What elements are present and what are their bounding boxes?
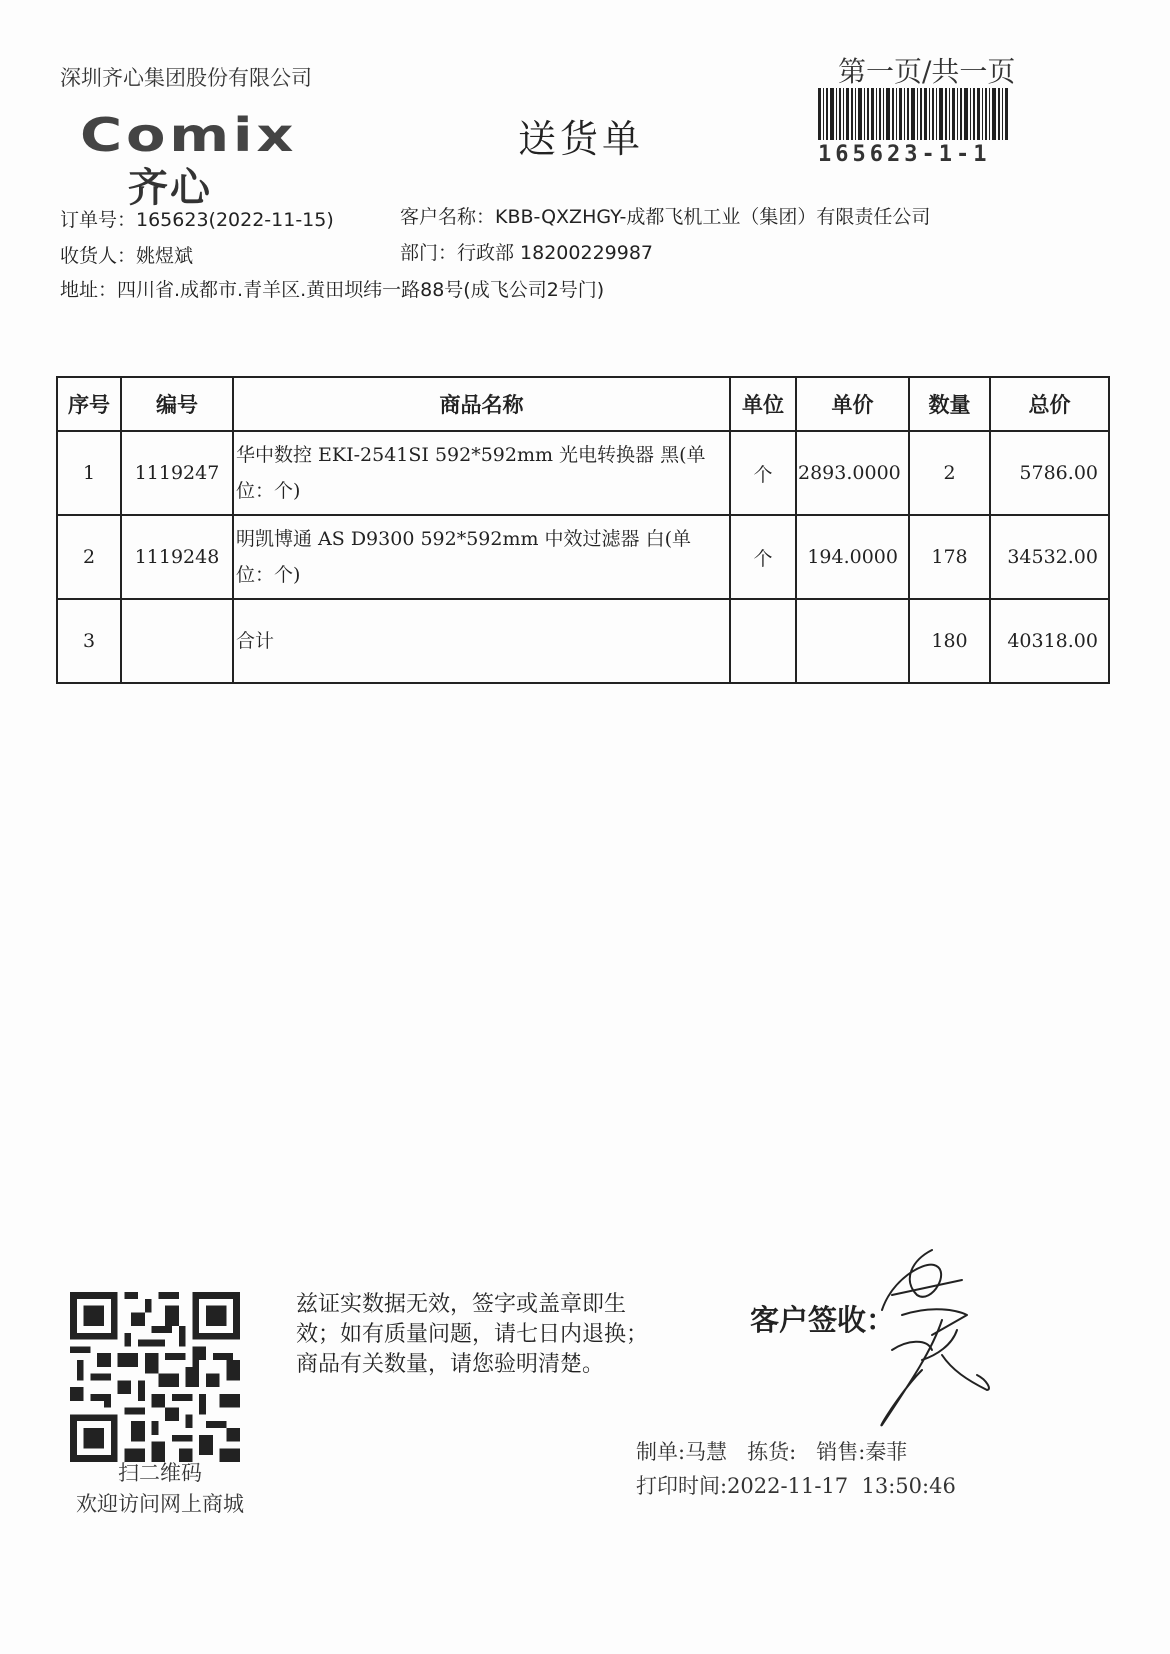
barcode-number: 165623-1-1 [818, 142, 991, 167]
cell-qty: 178 [909, 515, 990, 599]
header-price: 单价 [796, 377, 909, 431]
cell-price: 2893.0000 [796, 431, 909, 515]
print-time: 打印时间:2022-11-17 13:50:46 [636, 1474, 956, 1498]
header-total: 总价 [990, 377, 1109, 431]
cell-name: 明凯博通 AS D9300 592*592mm 中效过滤器 白(单位：个) [233, 515, 730, 599]
page-info: 第一页/共一页 [838, 55, 1016, 88]
cell-name: 华中数控 EKI-2541SI 592*592mm 光电转换器 黑(单位：个) [233, 431, 730, 515]
cell-seq: 2 [57, 515, 121, 599]
customer-name: 客户名称：KBB-QXZHGY-成都飞机工业（集团）有限责任公司 [400, 206, 931, 228]
table-row [57, 515, 1109, 599]
cell-total: 5786.00 [990, 431, 1109, 515]
scan-caption [60, 1458, 260, 1520]
header-name: 商品名称 [233, 377, 730, 431]
header-seq: 序号 [57, 377, 121, 431]
cell-seq: 1 [57, 431, 121, 515]
barcode-image [818, 88, 1010, 140]
cell-name: 合计 [233, 599, 730, 683]
notice-line-2: 效；如有质量问题，请七日内退换； [296, 1322, 649, 1347]
notice-text [296, 1290, 666, 1380]
header-code: 编号 [121, 377, 233, 431]
order-number: 订单号：165623(2022-11-15) [60, 209, 334, 231]
cell-total: 40318.00 [990, 599, 1109, 683]
document-title: 送货单 [518, 117, 645, 161]
cell-qty: 2 [909, 431, 990, 515]
cell-total: 34532.00 [990, 515, 1109, 599]
cell-unit: 个 [730, 515, 796, 599]
notice-line-3: 商品有关数量，请您验明清楚。 [296, 1352, 605, 1377]
table-row [57, 431, 1109, 515]
header-unit: 单位 [730, 377, 796, 431]
company-name: 深圳齐心集团股份有限公司 [60, 66, 312, 90]
receiver: 收货人：姚煜斌 [60, 245, 194, 267]
department: 部门：行政部 18200229987 [400, 242, 654, 264]
goods-table [56, 376, 1110, 684]
address: 地址：四川省.成都市.青羊区.黄田坝纬一路88号(成飞公司2号门) [60, 279, 605, 301]
staff-info: 制单:马慧 拣货: 销售:秦菲 [636, 1440, 908, 1464]
notice-line-1: 兹证实数据无效，签字或盖章即生 [296, 1292, 627, 1317]
customer-sign-label: 客户签收： [750, 1303, 896, 1337]
header-qty: 数量 [909, 377, 990, 431]
logo-text-cn: 齐心 [128, 165, 212, 211]
table-header-row [57, 377, 1109, 431]
logo-text: Comix [80, 108, 298, 162]
table-row-total [57, 599, 1109, 683]
cell-code: 1119247 [121, 431, 233, 515]
cell-code: 1119248 [121, 515, 233, 599]
scan-line-2: 欢迎访问网上商城 [76, 1492, 244, 1516]
qr-code-image [70, 1292, 240, 1462]
cell-seq: 3 [57, 599, 121, 683]
cell-unit [730, 599, 796, 683]
handwritten-signature [872, 1240, 1002, 1430]
cell-code [121, 599, 233, 683]
cell-qty: 180 [909, 599, 990, 683]
cell-price [796, 599, 909, 683]
cell-unit: 个 [730, 431, 796, 515]
scan-line-1: 扫二维码 [118, 1461, 202, 1485]
comix-logo [80, 108, 300, 211]
cell-price: 194.0000 [796, 515, 909, 599]
